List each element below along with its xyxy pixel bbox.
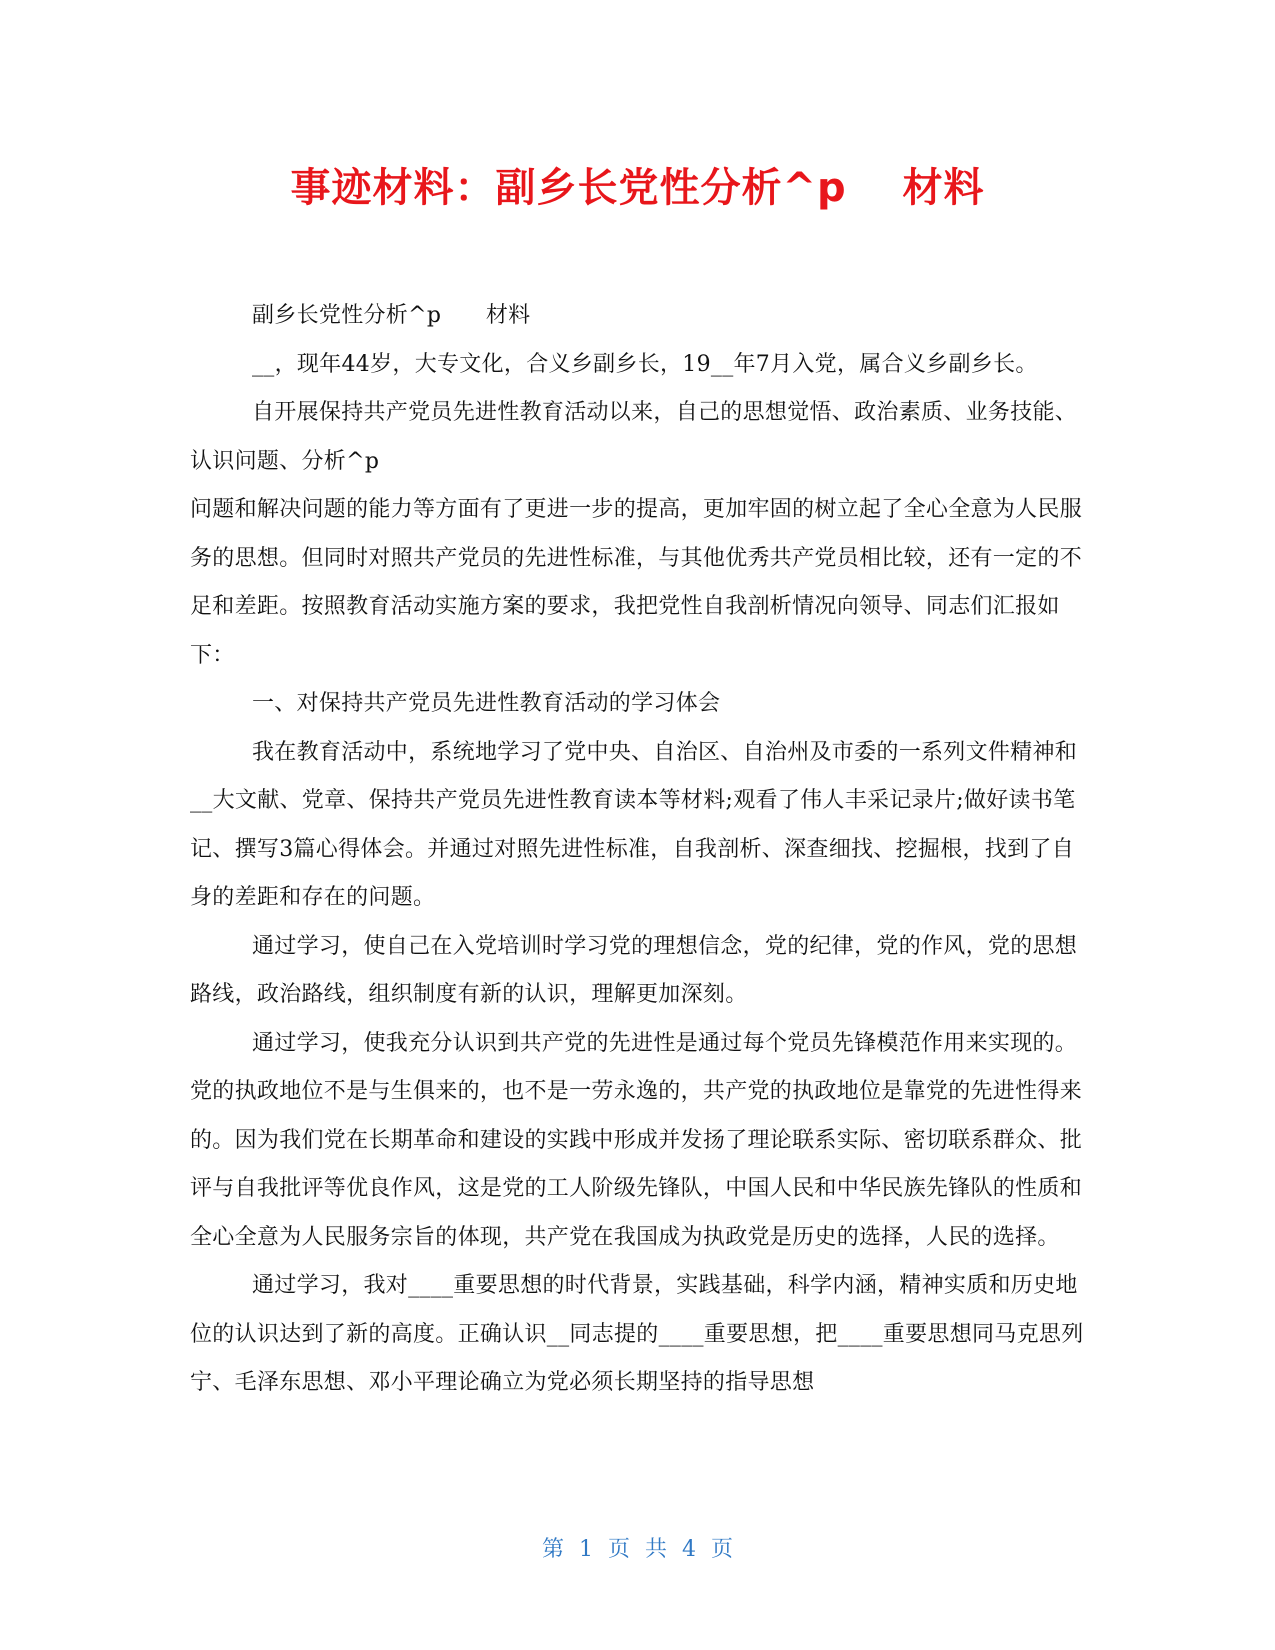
paragraph-study: 我在教育活动中，系统地学习了党中央、自治区、自治州及市委的一系列文件精神和__大文献、党章、保持共产党员先进性教育读本等材料;观看了伟人丰采记录片;做好读书笔记、撰写3篇心得体会。并通过对照先进性标准，自我剖析、深查细找、挖掘根，找到了自身的差距和存在的问题。 (190, 739, 1078, 910)
paragraph-activity: 自开展保持共产党员先进性教育活动以来，自己的思想觉悟、政治素质、业务技能、认识问题、分析^p (190, 400, 1078, 474)
paragraph-learning-3: 通过学习，我对____重要思想的时代背景，实践基础，科学内涵，精神实质和历史地位的认识达到了新的高度。正确认识__同志提的____重要思想，把____重要思想同马克思列宁、毛泽东思想、邓小平理论确立为党必须长期坚持的指导思想 (190, 1273, 1084, 1395)
paragraph-intro: __，现年44岁，大专文化，合义乡副乡长，19__年7月入党，属合义乡副乡长。 (252, 351, 1038, 377)
page-number: 第 1 页 共 4 页 (542, 1537, 733, 1562)
subtitle-line: 副乡长党性分析^p 材料 (252, 303, 531, 328)
document-body (190, 292, 1095, 1408)
paragraph-learning-2: 通过学习，使我充分认识到共产党的先进性是通过每个党员先锋模范作用来实现的。党的执政地位不是与生俱来的，也不是一劳永逸的，共产党的执政地位是靠党的先进性得来的。因为我们党在长期革命和建设的实践中形成并发扬了理论联系实际、密切联系群众、批评与自我批评等优良作风，这是党的工人阶级先锋队，中国人民和中华民族先锋队的性质和全心全意为人民服务宗旨的体现，共产党在我国成为执政党是历史的选择，人民的选择。 (190, 1030, 1083, 1250)
section-heading-1: 一、对保持共产党员先进性教育活动的学习体会 (252, 691, 721, 716)
paragraph-continuation: 问题和解决问题的能力等方面有了更进一步的提高，更加牢固的树立起了全心全意为人民服务的思想。但同时对照共产党员的先进性标准，与其他优秀共产党员相比较，还有一定的不足和差距。按照教育活动实施方案的要求，我把党性自我剖析情况向领导、同志们汇报如下： (190, 497, 1083, 668)
paragraph-learning-1: 通过学习，使自己在入党培训时学习党的理想信念，党的纪律，党的作风，党的思想路线，政治路线，组织制度有新的认识，理解更加深刻。 (190, 933, 1078, 1007)
document-title: 事迹材料：副乡长党性分析^p 材料 (290, 165, 985, 211)
